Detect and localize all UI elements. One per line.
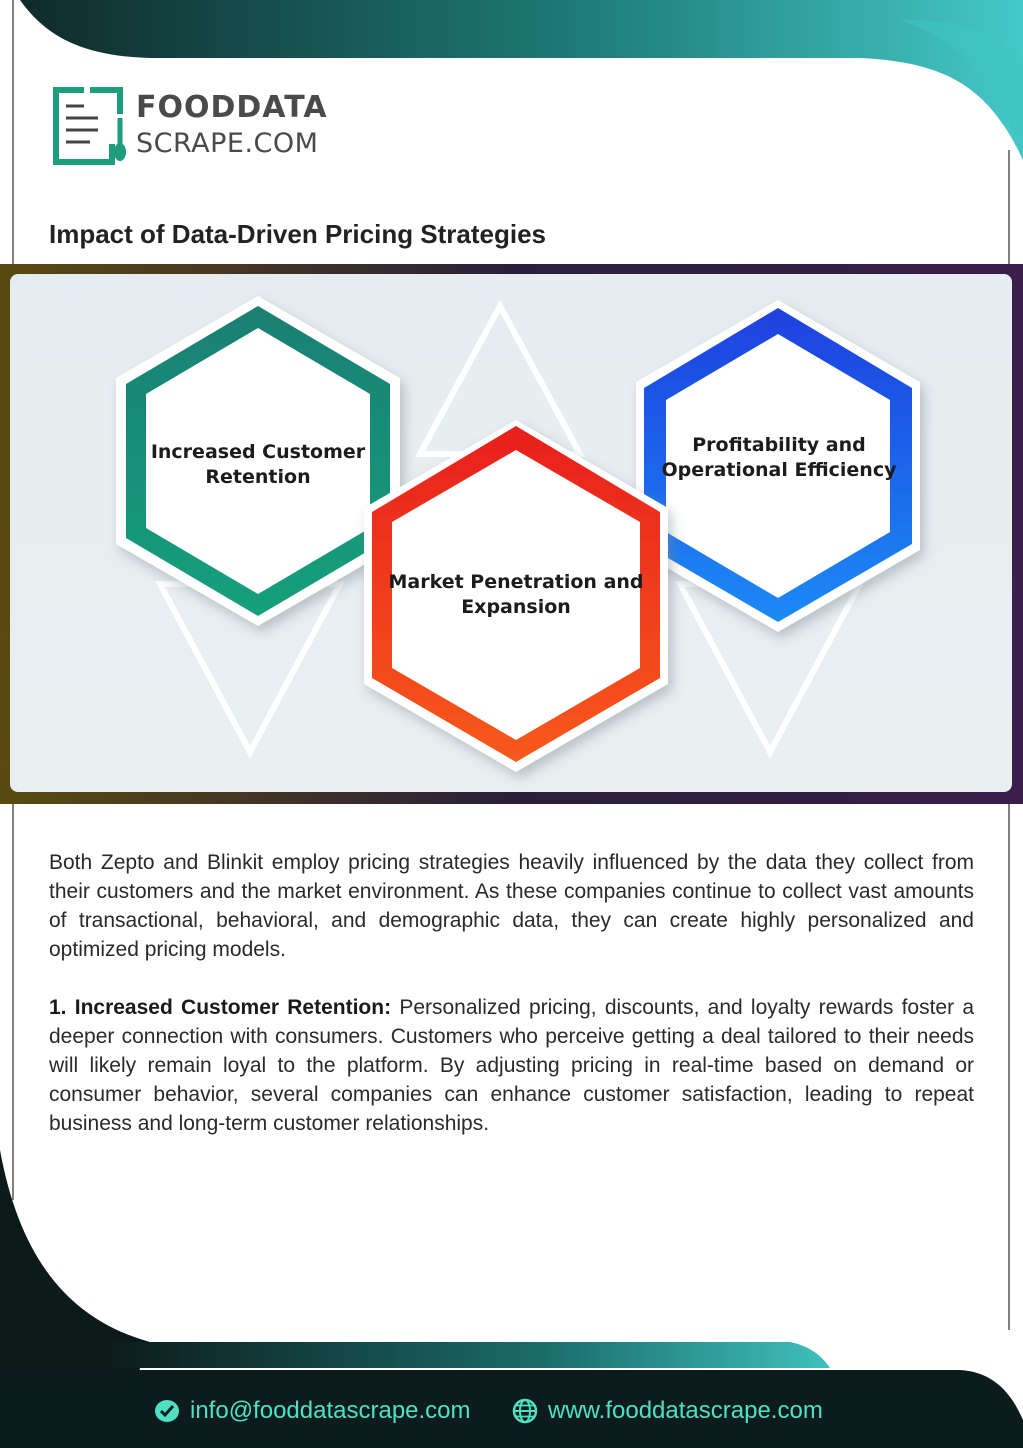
hexagon-label-market: Market Penetration and Expansion bbox=[388, 571, 644, 618]
body-content bbox=[49, 848, 974, 1167]
footer-email[interactable] bbox=[154, 1394, 471, 1428]
intro-paragraph: Both Zepto and Blinkit employ pricing strategies heavily influenced by the data they collect from their customers and the market environment. As these companies continue to collect vast amounts of transactional, behavioral, and demographic data, they can create highly personalized and optimized pricing models. bbox=[49, 851, 974, 961]
infographic-panel bbox=[0, 264, 1023, 804]
globe-icon bbox=[512, 1398, 538, 1424]
hexagon-label-retention: Increased Customer Retention bbox=[150, 441, 366, 488]
document-fork-logo-icon bbox=[50, 84, 130, 168]
point-1-heading: 1. Increased Customer Retention: bbox=[49, 996, 392, 1019]
logo-text-line2: SCRAPE.COM bbox=[136, 128, 319, 159]
footer-website-text[interactable]: www.fooddatascrape.com bbox=[548, 1397, 823, 1424]
footer-website[interactable] bbox=[512, 1394, 823, 1428]
envelope-check-icon bbox=[154, 1399, 180, 1423]
bottom-band bbox=[110, 1342, 830, 1368]
hexagon-label-profitability: Profitability and Operational Efficiency bbox=[661, 434, 897, 481]
brand-logo bbox=[50, 84, 340, 170]
logo-text-line1: FOODDATA bbox=[136, 90, 328, 125]
hexagon-diagram bbox=[0, 264, 1023, 804]
page-title: Impact of Data-Driven Pricing Strategies bbox=[49, 219, 547, 249]
point-1-text: Personalized pricing, discounts, and loyalty rewards foster a deeper connection with consumers. Customers who perceive getting a deal tailored to their needs will likely remain loyal to the platform. By adjusting pricing in real-time based on demand or consumer behavior, several companies can enhance customer satisfaction, leading to repeat business and long-term customer relationships. bbox=[49, 996, 974, 1135]
point-1-paragraph bbox=[49, 993, 974, 1138]
footer-email-text[interactable]: info@fooddatascrape.com bbox=[190, 1397, 471, 1424]
